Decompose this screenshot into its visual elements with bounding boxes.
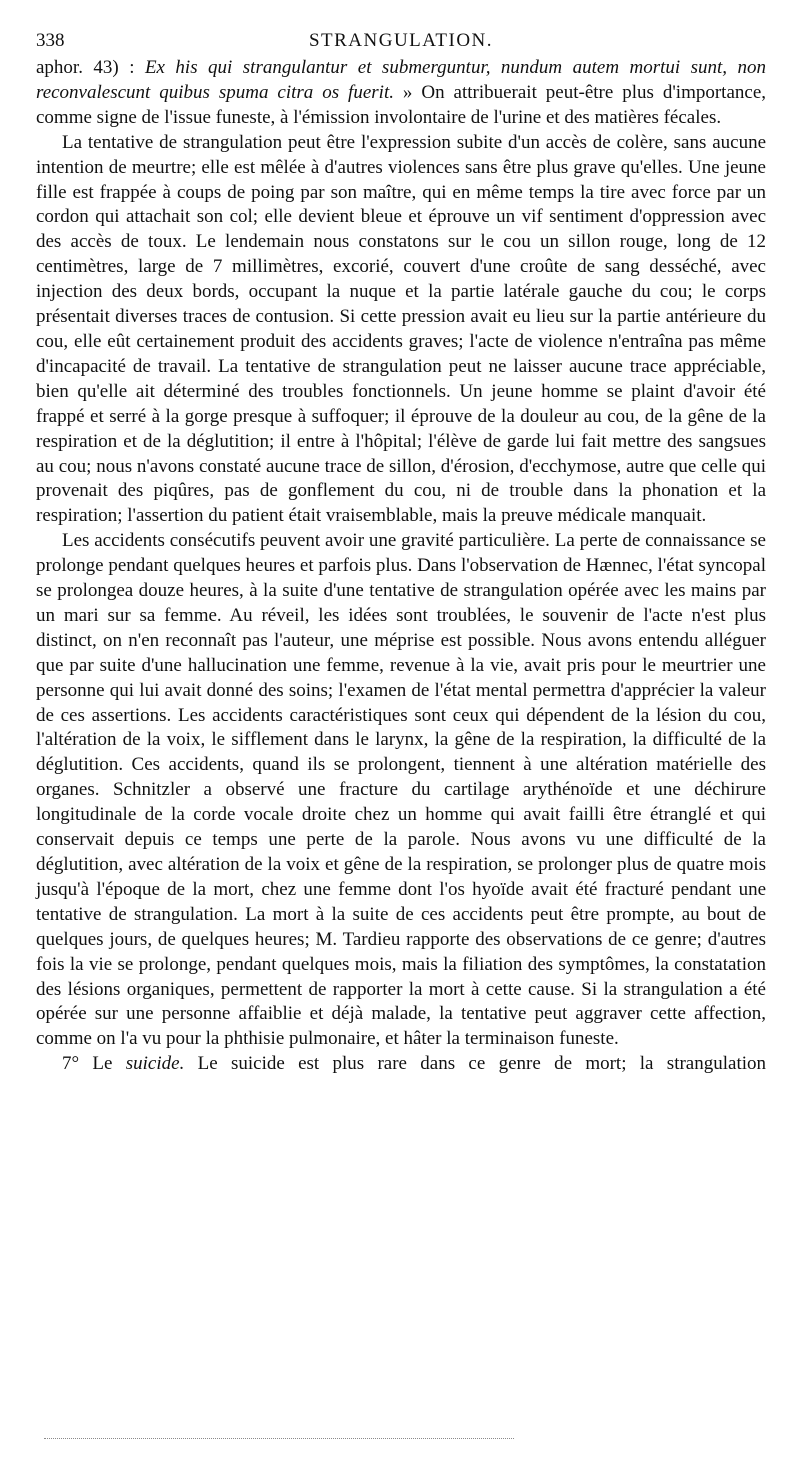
footer-rule [44, 1438, 514, 1439]
paragraph-accidents: Les accidents consécutifs peuvent avoir une gravité particulière. La perte de connaissance se prolonge pendant quelques heures et parfois plus. Dans l'observation de Hænnec, l'état syncopal se prolongea douze heures, à la suite d'une tentative de strangulation opérée avec les mains par un mari sur sa femme. Au réveil, les idées sont troublées, le souvenir de l'acte n'est plus distinct, on n'en reconnaît pas l'auteur, une méprise est possible. Nous avons entendu alléguer que par suite d'une hallucination une femme, revenue à la vie, avait pris pour le meurtrier une personne qui lui avait donné des soins; l'examen de l'état mental permettra d'apprécier la valeur de ces assertions. Les accidents caractéristiques sont ceux qui dépendent de la lésion du cou, l'altération de la voix, le sifflement dans le larynx, la gêne de la respiration, la difficulté de la déglutition. Ces accidents, quand ils se prolongent, tiennent à une altération matérielle des organes. Schnitzler a observé une fracture du cartilage arythénoïde et une déchirure longitudinale de la corde vocale droite chez un homme qui avait failli être étranglé et qui conservait depuis ce temps une perte de la parole. Nous avons vu une difficulté de la déglutition, avec altération de la voix et gêne de la respiration, se prolonger plus de quatre mois jusqu'à l'époque de la mort, chez une femme dont l'os hyoïde avait été fracturé pendant une tentative de strangulation. La mort à la suite de ces accidents peut être prompte, au bout de quelques jours, de quelques heures; M. Tardieu rapporte des observations de ce genre; d'autres fois la vie se prolonge, pendant quelques mois, mais la filiation des symptômes, la constatation des lésions organiques, permettent de rapporter la mort à cette cause. Si la strangulation a été opérée sur une personne affaiblie et déjà malade, la tentative peut aggraver cette affection, comme on l'a vu pour la phthisie pulmonaire, et hâter la terminaison funeste. [36, 530, 766, 1050]
latin-quotation: Ex his qui strangulantur et submerguntur, nundum autem mortui sunt, non reconvalescunt quibus spuma citra os fuerit. [36, 57, 766, 103]
citation-lead: aphor. 43) : [36, 57, 145, 78]
paragraph-continuation-text: » On attribuerait peut-être plus d'importance, comme signe de l'issue funeste, à l'émission involontaire de l'urine et des matières fécales. [36, 81, 766, 128]
running-head [36, 28, 766, 56]
page-number: 338 [36, 30, 65, 51]
paragraph-tentative: La tentative de strangulation peut être l'expression subite d'un accès de colère, sans aucune intention de meurtre; elle est mêlée à d'autres violences sans être plus grave qu'elles. Une jeune fille est frappée à coups de poing par son maître, qui en même temps la tire avec force par un cordon qui attachait son col; elle devient bleue et éprouve un vif sentiment d'oppression avec des accès de toux. Le lendemain nous constatons sur le cou un sillon rouge, long de 12 centimètres, large de 7 millimètres, excorié, couvert d'une croûte de sang desséché, avec injection des deux bords, occupant la nuque et la partie latérale gauche du cou; le corps présentait diverses traces de contusion. Si cette pression avait eu lieu sur la partie antérieure du cou, elle eût certainement produit des accidents graves; l'acte de violence n'entraîna pas même d'incapacité de travail. La tentative de strangulation peut ne laisser aucune trace appréciable, bien qu'elle ait déterminé des troubles fonctionnels. Un jeune homme se plaint d'avoir été frappé et serré à la gorge presque à suffoquer; il éprouve de la douleur au cou, de la gêne de la respiration et de la déglutition; il entre à l'hôpital; l'élève de garde lui fait mettre des sangsues au cou; nous n'avons constaté aucune trace de sillon, d'érosion, d'ecchymose, autre que celle qui provenait des piqûres, pas de gonflement du cou, ni de trouble dans la phonation et la respiration; l'assertion du patient était vraisemblable, mais la preuve médicale manquait. [36, 131, 766, 527]
book-page [36, 28, 766, 1077]
section-number: 7° Le [62, 1053, 126, 1075]
section-term: suicide. [125, 1053, 185, 1075]
paragraph-continuation [36, 56, 766, 131]
body-text [36, 56, 766, 1077]
section-text: Le suicide est plus rare dans ce genre de mort; la strangulation [184, 1053, 766, 1075]
paragraph-suicide [36, 1052, 766, 1077]
running-title: STRANGULATION. [308, 30, 494, 51]
